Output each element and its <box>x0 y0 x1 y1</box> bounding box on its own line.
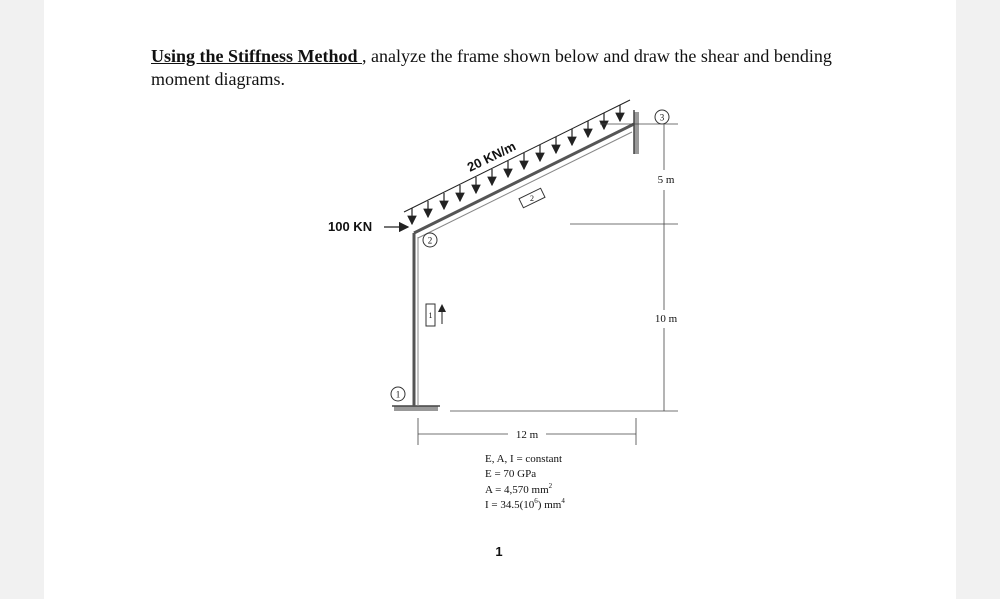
node-3-label: 3 <box>659 112 665 123</box>
inclined-beam-member <box>414 124 634 238</box>
fixed-support-base <box>392 406 440 411</box>
node-2-label: 2 <box>427 235 433 246</box>
dim-horizontal-label: 12 m <box>515 429 539 441</box>
problem-text-line2: moment diagrams. <box>151 69 285 89</box>
fixed-support-top <box>634 110 639 154</box>
property-line1: E, A, I = constant <box>485 453 563 465</box>
member-2-label: 2 <box>530 194 534 203</box>
page-number: 1 <box>495 544 503 559</box>
dimension-lines <box>418 124 678 445</box>
properties-block <box>485 453 565 511</box>
method-title: Using the Stiffness Method <box>151 46 363 66</box>
distributed-load-label: 20 KN/m <box>464 138 519 175</box>
problem-text-line1: , analyze the frame shown below and draw the shear and bending <box>362 46 832 66</box>
property-I: $I = 34.5(10^6)$ $mm^4$ <box>485 497 565 511</box>
distributed-load-arrows <box>412 105 620 224</box>
point-load-label: 100 KN <box>328 219 373 234</box>
dim-vertical-label: 10 m <box>654 313 678 325</box>
dim-top-label: 5 m <box>657 174 675 186</box>
column-member <box>414 233 418 406</box>
member-1-label: 1 <box>428 311 433 320</box>
property-E: E = 70 GPa <box>485 468 537 480</box>
property-A: A = 4,570 $mm^2$ <box>485 482 553 496</box>
distributed-load-line <box>404 100 630 212</box>
node-1-label: 1 <box>395 389 401 400</box>
